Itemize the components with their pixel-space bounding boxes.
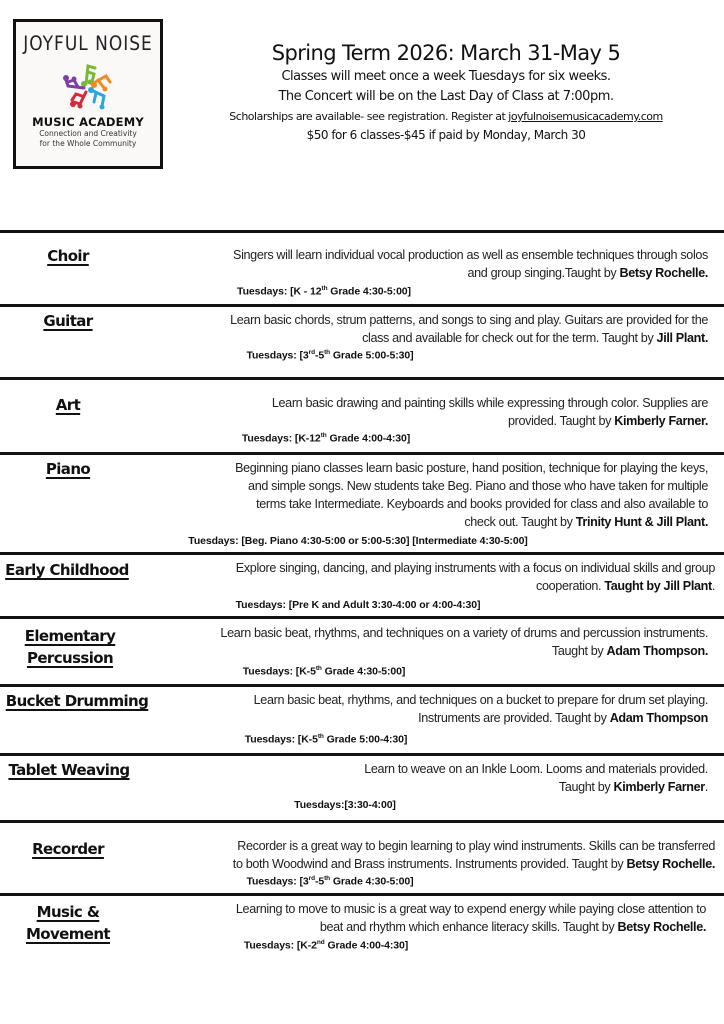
course-description: Explore singing, dancing, and playing instruments with a focus on individual skills and group cooperation. Taught by Jill Plant.: [235, 561, 715, 593]
course-schedule: [0, 349, 692, 362]
music-notes-icon: [58, 60, 118, 112]
header-line-2: The Concert will be on the Last Day of Class at 7:00pm.: [278, 89, 614, 104]
course-schedule: [0, 733, 688, 746]
schedule-text: Tuesdays: [3: [246, 349, 309, 362]
divider: [0, 452, 724, 455]
ordinal-suffix: th: [324, 875, 331, 882]
course-description: Learn basic beat, rhythms, and techniques on a bucket to prepare for drum set playing. Instruments are provided. Taught by Adam Thompson: [253, 693, 708, 725]
header: [168, 40, 724, 145]
teacher-name: Taught by Jill Plant: [604, 579, 712, 593]
schedule-text: Tuesdays: [Beg. Piano 4:30-5:00 or 5:00-5:30] [Intermediate 4:30-5:00]: [188, 535, 528, 547]
schedule-text: -5: [314, 349, 325, 362]
schedule-text: Tuesdays: [K-12: [241, 432, 321, 445]
divider: [0, 684, 724, 687]
schedule-text: Grade 4:00-4:30]: [326, 432, 411, 445]
course-description: Singers will learn individual vocal production as well as ensemble techniques through solos and group singing.Taught by Betsy Rochelle.: [233, 248, 708, 280]
course-description: Learn basic beat, rhythms, and techniques on a variety of drums and percussion instruments. Taught by Adam Thompson.: [220, 626, 708, 658]
schedule-text: Grade 4:30-5:00]: [327, 285, 411, 298]
course-schedule: [0, 285, 686, 298]
divider: [0, 552, 724, 555]
schedule-text: Tuesdays: [3: [246, 875, 309, 888]
schedule-text: Tuesdays: [K - 12: [237, 285, 322, 298]
ordinal-suffix: th: [320, 432, 327, 439]
course-title: Music & Movement: [25, 903, 111, 943]
teacher-name: Kimberly Farner: [613, 780, 705, 794]
scholarship-text: Scholarships are available- see registration. Register at: [229, 110, 509, 123]
course-title: Bucket Drumming: [5, 692, 149, 710]
course-description: Learn basic chords, strum patterns, and songs to sing and play. Guitars are provided for the class and available for check out for the term. Taught by Jill Plant.: [230, 313, 708, 345]
ordinal-suffix: rd: [308, 875, 315, 882]
logo-academy: MUSIC ACADEMY: [32, 115, 144, 129]
ordinal-suffix: th: [315, 665, 322, 672]
course-schedule: [0, 535, 720, 547]
logo-tagline-2: for the Whole Community: [39, 139, 137, 148]
schedule-text: Grade 4:30-5:00]: [330, 875, 414, 888]
blue-note-icon: [88, 87, 105, 110]
header-line-4: $50 for 6 classes-$45 if paid by Monday, March 30: [306, 128, 586, 142]
ordinal-suffix: rd: [308, 349, 315, 356]
schedule-text: Tuesdays:[3:30-4:00]: [294, 799, 396, 811]
course-description: Learn basic drawing and painting skills while expressing through color. Supplies are provided. Taught by Kimberly Farner.: [271, 396, 708, 428]
teacher-name: Adam Thompson.: [606, 644, 708, 658]
teacher-name: Kimberly Farner.: [614, 414, 708, 428]
course-schedule: [0, 599, 720, 611]
course-schedule: [0, 939, 688, 952]
teacher-name: Betsy Rochelle.: [619, 266, 708, 280]
schedule-text: Grade 4:30-5:00]: [321, 665, 406, 678]
course-title: Choir: [47, 247, 89, 265]
logo-tagline-1: Connection and Creativity: [39, 129, 137, 138]
schedule-text: Grade 4:00-4:30]: [324, 939, 409, 952]
schedule-text: Tuesdays: [K-2: [243, 939, 317, 952]
ordinal-suffix: th: [324, 349, 331, 356]
course-description: Recorder is a great way to begin learning to play wind instruments. Skills can be transferred to both Woodwind and Brass instruments. Instruments provided. Taught by Betsy Rochelle.: [232, 839, 715, 871]
divider: [0, 304, 724, 307]
teacher-name: Betsy Rochelle.: [626, 857, 715, 871]
schedule-text: Tuesdays: [Pre K and Adult 3:30-4:00 or 4:00-4:30]: [235, 599, 481, 611]
course-title: Recorder: [32, 840, 104, 858]
schedule-text: Tuesdays: [K-5: [242, 665, 316, 678]
page-title: Spring Term 2026: March 31-May 5: [271, 41, 621, 65]
course-schedule: [0, 432, 688, 445]
course-schedule: [0, 799, 707, 811]
divider: [0, 893, 724, 896]
course-title: Early Childhood: [5, 561, 129, 579]
teacher-name: Trinity Hunt & Jill Plant.: [575, 515, 708, 529]
header-line-1: Classes will meet once a week Tuesdays for six weeks.: [281, 69, 611, 84]
course-description: Learning to move to music is a great way to expend energy while paying close attention to beat and rhythm which enhance literacy skills. Taught by Betsy Rochelle.: [235, 902, 706, 934]
divider: [0, 753, 724, 756]
teacher-name: Betsy Rochelle.: [617, 920, 706, 934]
course-description: Beginning piano classes learn basic posture, hand position, technique for playing the keys, and simple songs. New students take Beg. Piano and those who have taken for multiple terms take Intermediate. Keyboards and books provided for class and also available to check out. Taught by Trinity Hunt & Jill Plant.: [235, 461, 708, 529]
course-schedule: [0, 665, 686, 678]
purple-note-icon: [63, 75, 84, 88]
register-link[interactable]: joyfulnoisemusicacademy.com: [508, 110, 663, 123]
divider: [0, 820, 724, 823]
schedule-text: Grade 5:00-4:30]: [323, 733, 408, 746]
ordinal-suffix: th: [317, 733, 324, 740]
schedule-text: Grade 5:00-5:30]: [330, 349, 414, 362]
course-description: Learn to weave on an Inkle Loom. Looms and materials provided. Taught by Kimberly Farner.: [364, 762, 708, 794]
academy-logo: [13, 19, 163, 169]
schedule-text: -5: [314, 875, 325, 888]
teacher-name: Jill Plant.: [656, 331, 708, 345]
course-title: Piano: [45, 460, 91, 478]
divider: [0, 230, 724, 233]
ordinal-suffix: nd: [316, 939, 325, 946]
course-schedule: [0, 875, 692, 888]
teacher-name: Adam Thompson: [609, 711, 708, 725]
logo-title: JOYFUL NOISE: [23, 32, 153, 56]
course-title: Elementary Percussion: [24, 627, 116, 667]
course-title: Art: [55, 396, 81, 414]
red-note-icon: [70, 92, 86, 109]
header-line-3: [168, 107, 724, 126]
divider: [0, 616, 724, 619]
divider: [0, 377, 724, 380]
ordinal-suffix: th: [321, 285, 328, 292]
course-title: Tablet Weaving: [8, 761, 130, 779]
course-title: Guitar: [43, 312, 93, 330]
schedule-text: Tuesdays: [K-5: [244, 733, 318, 746]
